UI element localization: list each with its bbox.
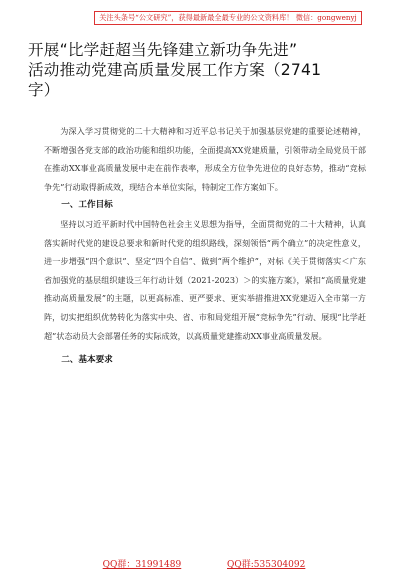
footer-contacts xyxy=(0,555,408,575)
title-line-3: 字） xyxy=(28,81,60,99)
document-body xyxy=(44,122,366,370)
document-title xyxy=(28,40,388,100)
intro-paragraph: 为深入学习贯彻党的二十大精神和习近平总书记关于加强基层党建的重要论述精神，不断增强各党支部的政治功能和组织功能，全面提高XX党建质量，引领带动全局党员干部在推动XX事业高质量发展中走在前作表率，形成全方位争先进位的良好态势，推动“竞标争先”行动取得新成效，现结合本单位实际，特制定工作方案如下。 xyxy=(44,126,366,192)
promo-banner: 关注头条号“公文研究”，获得最新最全最专业的公文资料库！ 微信：gongwenyj xyxy=(94,11,362,25)
section-heading-goals: 一、工作目标 xyxy=(61,200,113,211)
goals-paragraph: 坚持以习近平新时代中国特色社会主义思想为指导，全面贯彻党的二十大精神，认真落实新时代党的建设总要求和新时代党的组织路线，深刻领悟“两个确立”的决定性意义，进一步增强“四个意识”、坚定“四个自信”、做到“两个维护”，对标《关于贯彻落实＜广东省加强党的基层组织建设三年行动计划（2021-2023）＞的实施方案》，紧扣“高质量党建推动高质量发展”的主题，以更高标准、更严要求、更实举措推进XX党建迈入全市第一方阵，切实把组织优势转化为落实中央、省、市和局党组开展“竞标争先”行动、展现“比学赶超”状态动员大会部署任务的实际成效，以高质量党建推动XX事业高质量发展。 xyxy=(44,218,366,341)
qq-group-2: QQ群:535304092 xyxy=(227,560,306,570)
section-heading-requirements: 二、基本要求 xyxy=(61,355,113,366)
title-line-1: 开展“比学赶超当先锋建立新功争先进” xyxy=(28,41,298,59)
title-line-2: 活动推动党建高质量发展工作方案（2741 xyxy=(28,61,322,79)
qq-group-1: QQ群：31991489 xyxy=(102,560,182,570)
